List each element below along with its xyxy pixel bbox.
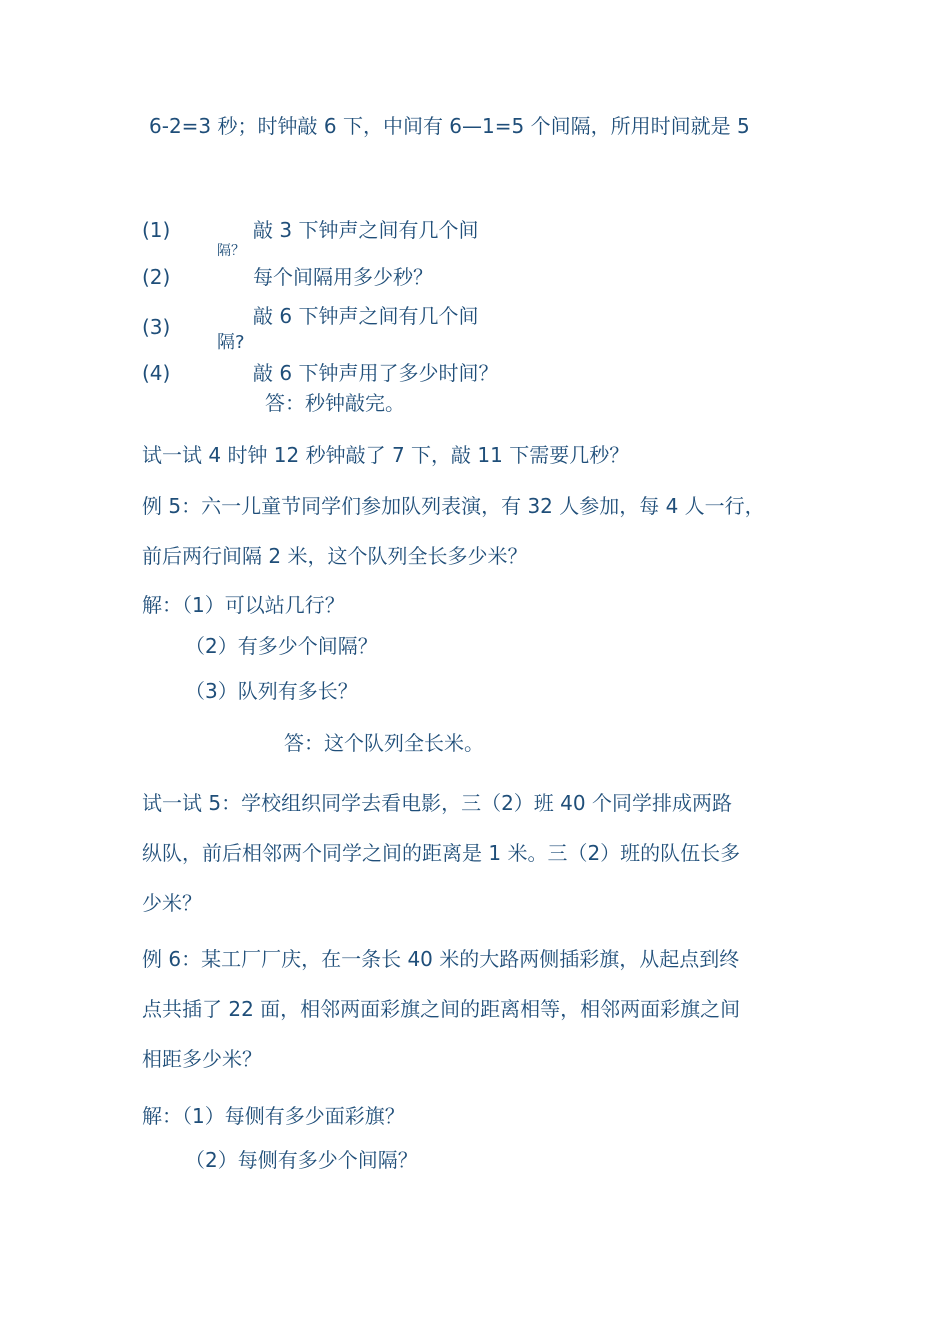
question-2-text: 每个间隔用多少秒？ (253, 265, 433, 289)
question-1-cut-text: 隔？ (217, 243, 245, 259)
solution-6-step-1: 解：（1）每侧有多少面彩旗？ (142, 1104, 405, 1128)
question-4-text: 敲 6 下钟声用了多少时间？ (253, 361, 499, 385)
try-it-5-line-1: 试一试 5：学校组织同学去看电影，三（2）班 40 个同学排成两路 (142, 791, 732, 815)
question-2-label: (2) (142, 265, 171, 289)
question-3-text: 敲 6 下钟声之间有几个间 (253, 304, 479, 328)
answer-1: 答：秒钟敲完。 (265, 391, 405, 415)
try-it-4: 试一试 4 时钟 12 秒钟敲了 7 下，敲 11 下需要几秒？ (142, 443, 630, 467)
try-it-5-line-2: 纵队，前后相邻两个同学之间的距离是 1 米。三（2）班的队伍长多 (142, 841, 741, 865)
solution-5-step-1: 解：（1）可以站几行？ (142, 593, 345, 617)
example-6-line-3: 相距多少米？ (142, 1047, 262, 1071)
example-6-line-1: 例 6：某工厂厂庆，在一条长 40 米的大路两侧插彩旗，从起点到终 (142, 947, 740, 971)
try-it-5-line-3: 少米？ (142, 891, 202, 915)
question-1-text: 敲 3 下钟声之间有几个间 (253, 218, 479, 242)
answer-5: 答：这个队列全长米。 (284, 731, 484, 755)
example-6-line-2: 点共插了 22 面，相邻两面彩旗之间的距离相等，相邻两面彩旗之间 (142, 997, 741, 1021)
question-3-label: (3) (142, 315, 171, 339)
question-3-wrap: 隔? (217, 332, 245, 353)
example-5-line-2: 前后两行间隔 2 米，这个队列全长多少米？ (142, 544, 528, 568)
solution-5-step-2: （2）有多少个间隔？ (185, 634, 378, 658)
line-top: 6-2=3 秒；时钟敲 6 下，中间有 6—1=5 个间隔，所用时间就是 5 (149, 114, 750, 138)
solution-5-step-3: （3）队列有多长？ (185, 679, 358, 703)
question-4-label: (4) (142, 361, 171, 385)
example-5-line-1: 例 5：六一儿童节同学们参加队列表演，有 32 人参加，每 4 人一行， (142, 494, 765, 518)
question-1-label: (1) (142, 218, 171, 242)
solution-6-step-2: （2）每侧有多少个间隔？ (185, 1148, 418, 1172)
